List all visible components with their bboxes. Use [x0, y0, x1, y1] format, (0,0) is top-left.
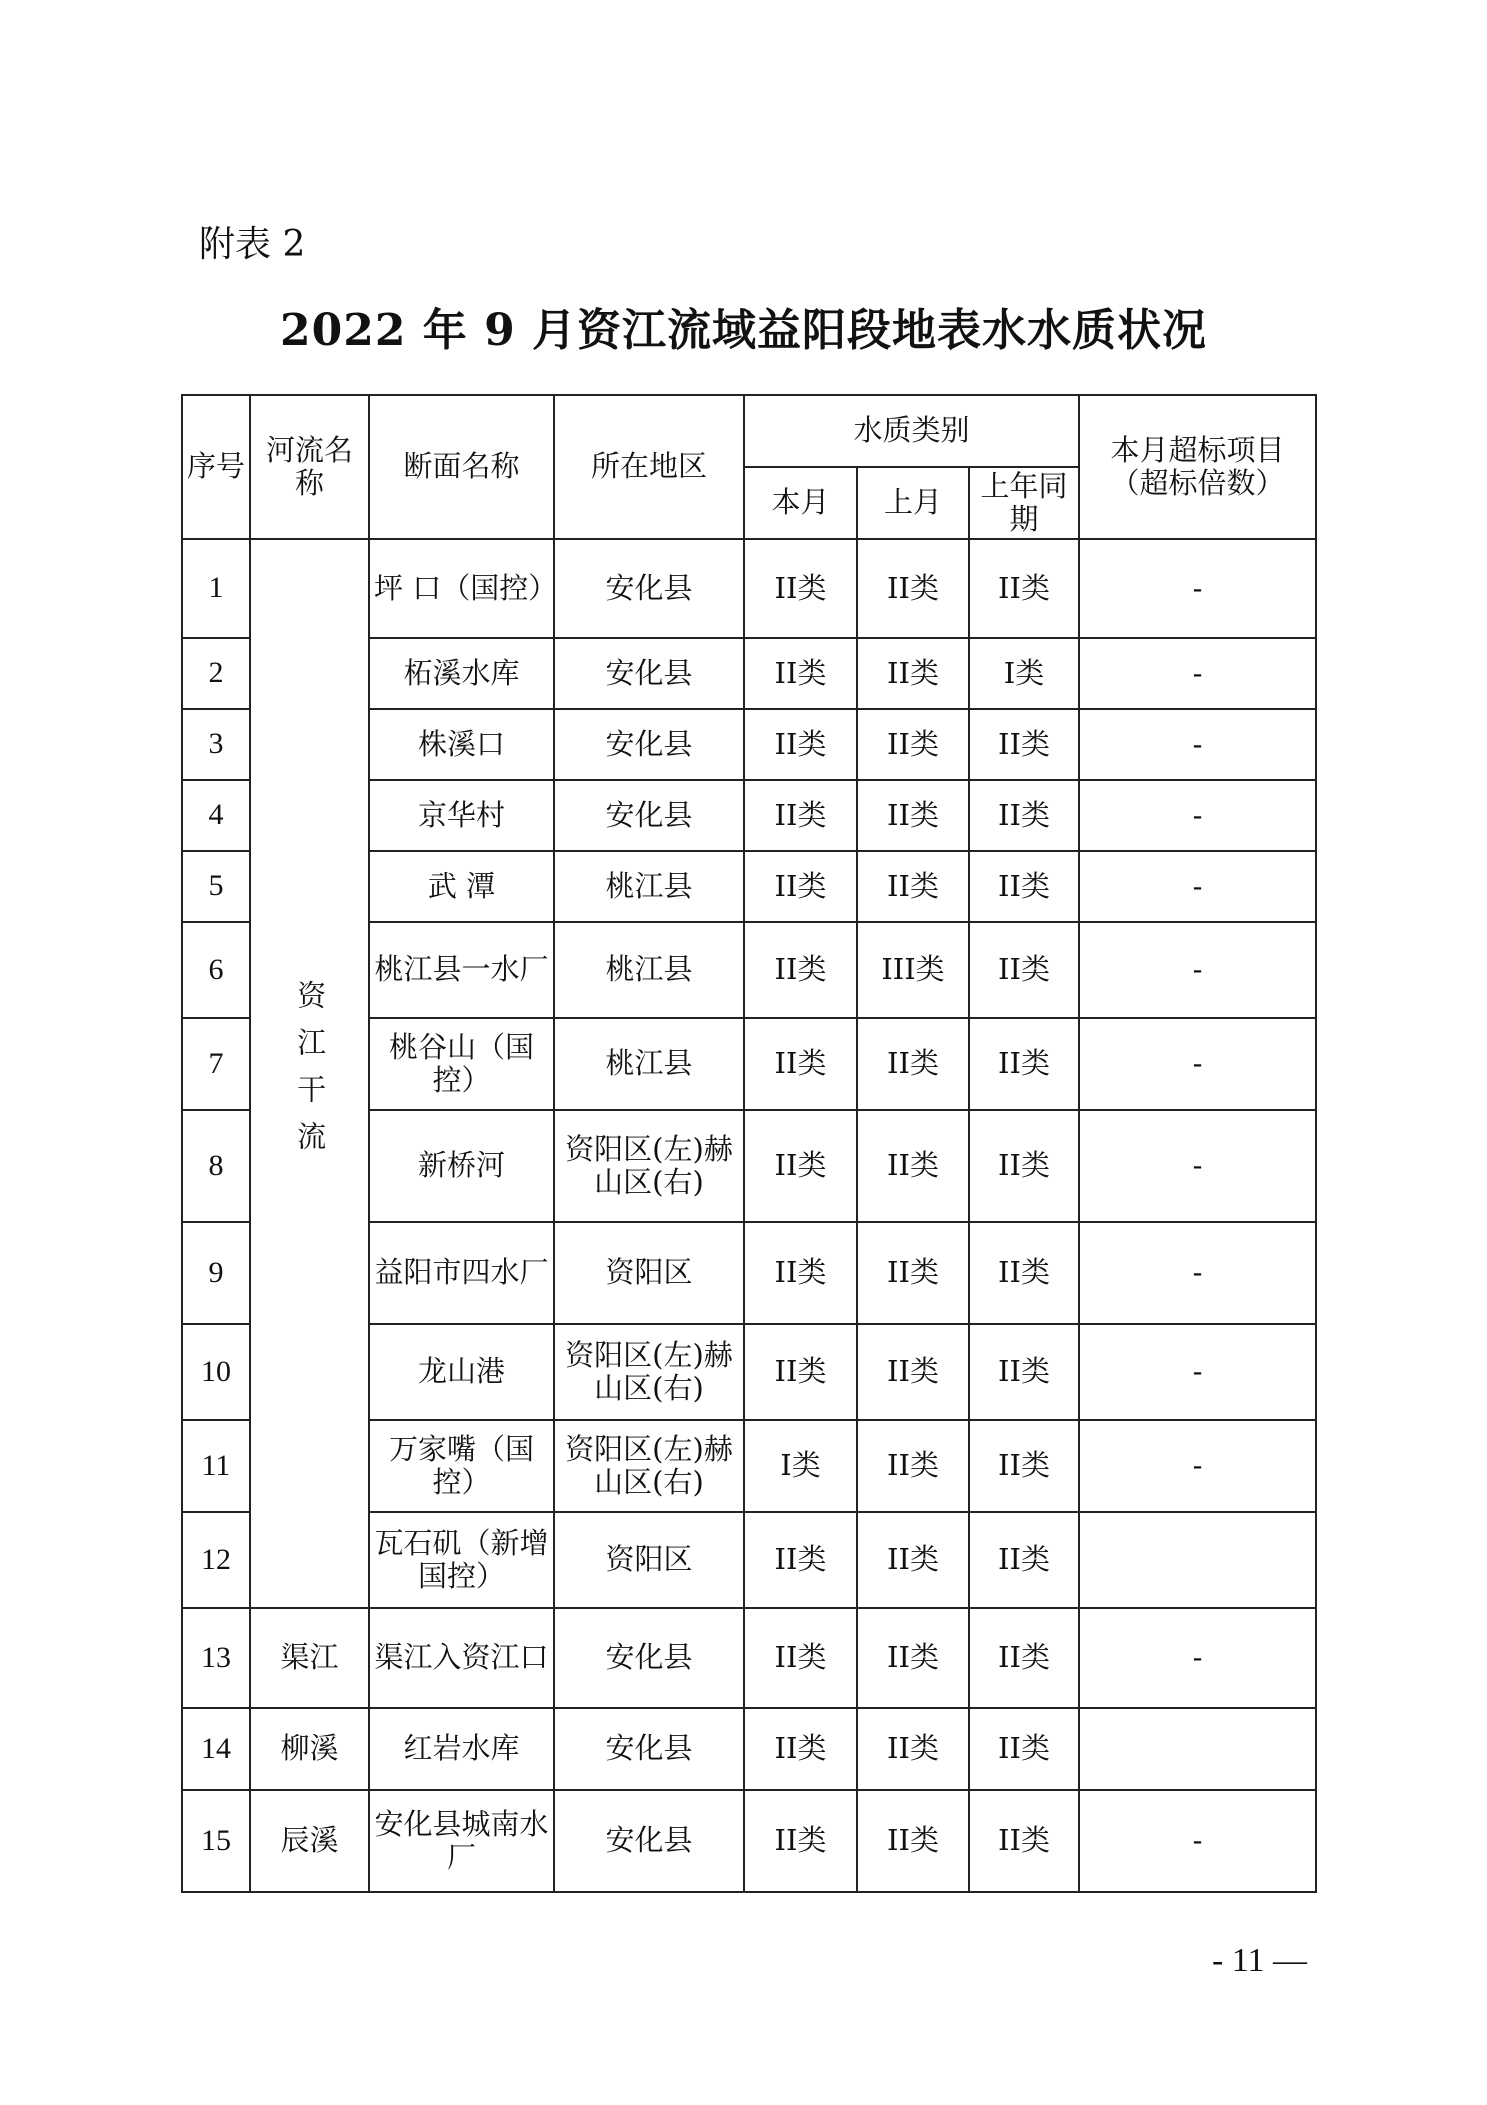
- header-exceed: 本月超标项目（超标倍数）: [1079, 395, 1316, 539]
- quality-this-month: II类: [744, 638, 857, 709]
- section-name: 桃谷山（国控）: [369, 1018, 554, 1110]
- section-name: 万家嘴（国控）: [369, 1420, 554, 1512]
- quality-last-month: II类: [857, 539, 969, 638]
- section-name: 红岩水库: [369, 1708, 554, 1790]
- section-name: 武 潭: [369, 851, 554, 922]
- quality-this-month: II类: [744, 922, 857, 1018]
- river-name: 辰溪: [250, 1790, 369, 1892]
- region: 安化县: [554, 1608, 744, 1708]
- quality-last-year: II类: [969, 1222, 1079, 1324]
- quality-last-year: II类: [969, 709, 1079, 780]
- exceed-items: -: [1079, 851, 1316, 922]
- row-number: 10: [182, 1324, 250, 1420]
- section-name: 坪 口（国控）: [369, 539, 554, 638]
- quality-last-month: II类: [857, 1018, 969, 1110]
- section-name: 桃江县一水厂: [369, 922, 554, 1018]
- header-section: 断面名称: [369, 395, 554, 539]
- quality-last-year: II类: [969, 1708, 1079, 1790]
- quality-last-year: II类: [969, 1608, 1079, 1708]
- exceed-items: -: [1079, 638, 1316, 709]
- region: 资阳区: [554, 1512, 744, 1608]
- header-last-month: 上月: [857, 467, 969, 539]
- table-row: [182, 539, 1316, 638]
- quality-last-month: II类: [857, 1708, 969, 1790]
- exceed-items: -: [1079, 1790, 1316, 1892]
- section-name: 安化县城南水厂: [369, 1790, 554, 1892]
- row-number: 15: [182, 1790, 250, 1892]
- region: 安化县: [554, 539, 744, 638]
- region: 桃江县: [554, 922, 744, 1018]
- exceed-items: -: [1079, 1608, 1316, 1708]
- region: 资阳区: [554, 1222, 744, 1324]
- region: 资阳区(左)赫山区(右): [554, 1110, 744, 1222]
- river-name: 资江干流: [250, 539, 369, 1608]
- quality-this-month: II类: [744, 1222, 857, 1324]
- exceed-items: -: [1079, 1018, 1316, 1110]
- exceed-items: -: [1079, 709, 1316, 780]
- exceed-items: [1079, 1512, 1316, 1608]
- quality-last-year: II类: [969, 1324, 1079, 1420]
- header-quality: 水质类别: [744, 395, 1079, 467]
- quality-last-month: II类: [857, 1222, 969, 1324]
- quality-this-month: II类: [744, 709, 857, 780]
- quality-last-year: II类: [969, 539, 1079, 638]
- table-row: [182, 1608, 1316, 1708]
- header-this-month: 本月: [744, 467, 857, 539]
- quality-last-month: II类: [857, 1110, 969, 1222]
- quality-last-year: II类: [969, 780, 1079, 851]
- row-number: 7: [182, 1018, 250, 1110]
- region: 资阳区(左)赫山区(右): [554, 1420, 744, 1512]
- section-name: 柘溪水库: [369, 638, 554, 709]
- page-number: - 11 —: [1211, 1942, 1307, 1979]
- appendix-label: 附表 2: [199, 224, 306, 265]
- region: 安化县: [554, 709, 744, 780]
- row-number: 13: [182, 1608, 250, 1708]
- region: 桃江县: [554, 1018, 744, 1110]
- region: 安化县: [554, 1708, 744, 1790]
- quality-last-month: II类: [857, 780, 969, 851]
- exceed-items: -: [1079, 1110, 1316, 1222]
- quality-this-month: II类: [744, 851, 857, 922]
- table-row: [182, 1790, 1316, 1892]
- section-name: 渠江入资江口: [369, 1608, 554, 1708]
- quality-last-year: II类: [969, 1790, 1079, 1892]
- exceed-items: -: [1079, 780, 1316, 851]
- quality-last-month: II类: [857, 1324, 969, 1420]
- row-number: 14: [182, 1708, 250, 1790]
- quality-this-month: I类: [744, 1420, 857, 1512]
- quality-this-month: II类: [744, 539, 857, 638]
- quality-this-month: II类: [744, 1708, 857, 1790]
- quality-this-month: II类: [744, 1512, 857, 1608]
- quality-this-month: II类: [744, 1608, 857, 1708]
- row-number: 2: [182, 638, 250, 709]
- section-name: 京华村: [369, 780, 554, 851]
- header-river: 河流名称: [250, 395, 369, 539]
- section-name: 新桥河: [369, 1110, 554, 1222]
- quality-last-month: II类: [857, 638, 969, 709]
- region: 资阳区(左)赫山区(右): [554, 1324, 744, 1420]
- quality-last-month: II类: [857, 1420, 969, 1512]
- row-number: 8: [182, 1110, 250, 1222]
- section-name: 瓦石矶（新增国控）: [369, 1512, 554, 1608]
- quality-last-year: II类: [969, 851, 1079, 922]
- region: 安化县: [554, 780, 744, 851]
- row-number: 3: [182, 709, 250, 780]
- row-number: 12: [182, 1512, 250, 1608]
- exceed-items: -: [1079, 922, 1316, 1018]
- exceed-items: [1079, 1708, 1316, 1790]
- exceed-items: -: [1079, 539, 1316, 638]
- quality-last-month: III类: [857, 922, 969, 1018]
- quality-last-year: I类: [969, 638, 1079, 709]
- header-seq: 序号: [182, 395, 250, 539]
- table-row: [182, 1708, 1316, 1790]
- exceed-items: -: [1079, 1222, 1316, 1324]
- header-row: [182, 395, 1316, 467]
- row-number: 5: [182, 851, 250, 922]
- quality-last-year: II类: [969, 1110, 1079, 1222]
- quality-this-month: II类: [744, 1018, 857, 1110]
- quality-this-month: II类: [744, 1110, 857, 1222]
- quality-this-month: II类: [744, 780, 857, 851]
- quality-last-month: II类: [857, 1608, 969, 1708]
- section-name: 株溪口: [369, 709, 554, 780]
- header-last-year: 上年同期: [969, 467, 1079, 539]
- quality-last-month: II类: [857, 851, 969, 922]
- quality-last-month: II类: [857, 1790, 969, 1892]
- region: 安化县: [554, 1790, 744, 1892]
- quality-last-year: II类: [969, 922, 1079, 1018]
- quality-this-month: II类: [744, 1324, 857, 1420]
- quality-last-year: II类: [969, 1018, 1079, 1110]
- exceed-items: -: [1079, 1324, 1316, 1420]
- river-name: 渠江: [250, 1608, 369, 1708]
- row-number: 11: [182, 1420, 250, 1512]
- quality-last-year: II类: [969, 1420, 1079, 1512]
- row-number: 6: [182, 922, 250, 1018]
- row-number: 1: [182, 539, 250, 638]
- section-name: 益阳市四水厂: [369, 1222, 554, 1324]
- region: 安化县: [554, 638, 744, 709]
- exceed-items: -: [1079, 1420, 1316, 1512]
- row-number: 4: [182, 780, 250, 851]
- page-title: 2022 年 9 月资江流域益阳段地表水水质状况: [279, 305, 1208, 356]
- quality-last-year: II类: [969, 1512, 1079, 1608]
- region: 桃江县: [554, 851, 744, 922]
- quality-this-month: II类: [744, 1790, 857, 1892]
- header-region: 所在地区: [554, 395, 744, 539]
- section-name: 龙山港: [369, 1324, 554, 1420]
- river-name: 柳溪: [250, 1708, 369, 1790]
- water-quality-table: [181, 394, 1317, 1893]
- quality-last-month: II类: [857, 709, 969, 780]
- row-number: 9: [182, 1222, 250, 1324]
- quality-last-month: II类: [857, 1512, 969, 1608]
